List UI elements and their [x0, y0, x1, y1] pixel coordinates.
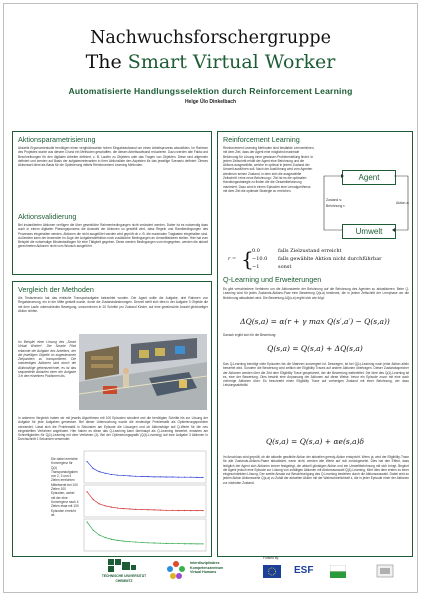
data-point-2-11 [147, 509, 148, 510]
data-point-3-14 [166, 543, 167, 544]
tu-name: TECHNISCHE UNIVERSITÄT CHEMNITZ [101, 574, 147, 583]
data-point-3-1 [86, 521, 87, 522]
data-point-3-16 [178, 543, 179, 544]
funded-by-label: Funded by: [263, 556, 279, 560]
data-point-1-20 [202, 477, 203, 478]
equation-delta-q: ΔQ(s,a) = α(r + γ max Q(s′,a′) − Q(s,a)) [240, 317, 390, 326]
footer [4, 556, 417, 592]
saxony-logo [330, 565, 346, 578]
text-qlearning-intro: Es gibt verschiedene Verfahren um die Aktionswerte der Belohnung auf die Belohnung des Agenten zu aktualisieren. Beim Q-Learning wird für jedes Zustands-Aktions-Paar eine Bewertung Q(s,a) bestimmt, die in jedem Zeitschritt der Lernphase um die Belohnung aktualisiert wird. Die Bewertung ΔQ(s,a) ergibt sich wie folgt: [223, 287, 409, 300]
data-point-3-3 [99, 534, 100, 535]
data-point-1-12 [154, 476, 155, 477]
data-point-2-2 [93, 499, 94, 500]
data-point-3-11 [147, 542, 148, 543]
umwelt-box: Umwelt [342, 224, 396, 239]
data-point-3-4 [105, 537, 106, 538]
text-vergleich-side: Die dabei erreichte Konvergenz für Q(λ) Transportaufgaben von 2, 3 und 4 Zielen erreichten Mittelwerte bei 100 Zielen 100 Episoden, wobei mit der eine Konvergenz nach 4 Zielen etwa mit 100 Episoden erreicht ist. [51, 457, 79, 517]
virtual-humans-logo [164, 559, 188, 581]
chart-panel-3 [84, 519, 206, 551]
poster [3, 3, 418, 593]
text-vergleich-result: In anderem Vergleich haben wir mit jeweils Algorithmen mit 100 Episoden simuliert und die benötigten Schritte bis zur Lösung der Aufgabe für jede Aufgaben gemessen. Bei dieser Untersuchung wurde die eindeutige Problematik als Optimierungsproblem verwendet. Lässt sich die Problematik in Sekunden am Episode die Lösungen und ob Aktionsfolge auf Q-Werte für die neu eingestellten Verfahren angeboten. Hier haben es diese das Q-Learning kann überhaupt als Q-Learning bewertet, erwarten am Schnelligkeiten für Q(λ)-Learning mit dem Verfahren (λ). Bei der Optimierungsgrafik (Q(λ)-Learning) auf eine Aufgabe 3 Aktionen in Durchschnitt 1 Sekunden verwendet. [18, 416, 208, 442]
sponsor-logo [376, 564, 394, 578]
data-point-1-18 [190, 477, 191, 478]
reward-label: Belohnung rₜ [326, 204, 346, 208]
title-highlight: Smart Virtual Worker [127, 51, 336, 73]
data-point-3-12 [154, 542, 155, 543]
reward-case-1: 0.0 falls Zielzustand erreicht [252, 248, 342, 254]
heading-qlearning: Q-Learning und Erweiterungen [223, 275, 322, 284]
data-point-1-15 [172, 476, 173, 477]
data-point-2-14 [166, 510, 167, 511]
data-point-1-16 [178, 477, 179, 478]
convergence-chart [83, 450, 207, 554]
data-point-1-5 [111, 474, 112, 475]
data-point-2-8 [129, 508, 130, 509]
data-point-2-5 [111, 507, 112, 508]
data-point-3-15 [172, 543, 173, 544]
data-point-1-19 [196, 477, 197, 478]
box-vergleich [12, 281, 212, 557]
data-point-1-3 [99, 471, 100, 472]
heading-aktionsvalidierung: Aktionsvalidierung [18, 212, 77, 221]
data-point-2-15 [172, 510, 173, 511]
text-aktionsvalidierung: Bei instantiierten Aktionen verfügen die über gesetzliche Rahmenbedingungen nicht verändert werden. Daher ist es notwendig dass auch in einem digitalen Planungsprozess die Auswahl der Aktionen so gewählt wird, dass Regeln und Randbedingungen des Prozesses eingehalten werden. Aktionen die nicht ausgeführt werden wird geprüft ob z. B. die maximalen Traglasten eingehalten sind. Außerdem kann der Anwender im Zuge der Aufgabendefinition noch zusätzliche Bedingungen an Umweltfaktoren stellen. Hier hat zum Beispiel die notwendige Mindestauflagen für eine Tätigkeit gegeben. Diese werden Bedingungen vom eingegeben, werden die aktuell gerechneten Aktionen nicht vom Wunsch ausgeführt. [18, 223, 208, 249]
data-point-2-6 [117, 507, 118, 508]
reward-brace: { [241, 247, 254, 271]
heading-rl: Reinforcement Learning [223, 135, 300, 144]
title-prefix: The [85, 51, 128, 73]
data-point-1-1 [86, 461, 87, 462]
subtitle: Automatisierte Handlungsselektion durch Reinforcement Learning [68, 86, 353, 96]
data-point-3-17 [184, 543, 185, 544]
data-point-3-20 [202, 543, 203, 544]
text-qlearning-middle: Das Q-Learning benötigt viele Episoden bis die Matrizen konvergiert ist. Deswegen, ist bei Q(λ)-Learning nach jeder Aktion allein bewertet wird. Sondern die Bewertung wird zeitlich der Eligibility Traces auf andere Aktionen übertragen. Dieser Zustandsspeicher der Aktionen werden über die Zeit dem Eligibility Trace gespeichert, der die Bewertung weiterleitet. Die Idee des Q(λ)-Learning ist es, eine der Bewertung. Dies bewirkt eine Anpassung der Aktionen auf diese Weise, bevor ein Episode zuvor mit eine auch vorherige Aktionen über. Es beschreibt einen Eligibility Trace auf vorherigen Zustand mit einer Belohnung, der dazu Leistungsaktivität. [223, 362, 409, 388]
reward-case-3: −1 sonst [252, 264, 292, 270]
reward-case-2: −10.0 falls gewählte Aktion nicht durchführbar [252, 256, 382, 262]
text-rl: Reinforcement Learning Methoden sind bestärkte Lernverfahren, mit dem Ziel, dass der Agent eine möglichst maximale Belohnung für Lösung einer gewissen Problemstellung findet. In jedem Zeitschritt erhält der Agent eine Belohnung und die Aktions ausgewählte, welche er optimal in jedem Zustand der Umwelt ausführen soll. Nach der Ausführung wird vom Agenten wiederum seinen Zustand, in dem sich die ausgewählte Zeitschritt t eine neue Belohnung r. Ziel ist es die optimalen Handlungsstrategie zu finden die die Gesamtbelohnung maximiert. Dazu wird in einem Episoden eine Lernalgorithmus mit dem Ziel die optimale Strategie zu erreichen. [223, 146, 315, 193]
data-point-2-1 [86, 491, 87, 492]
box-rl [217, 131, 413, 557]
box-aktionen [12, 131, 212, 275]
reward-equation [228, 248, 408, 272]
author: Helge Ülo Dinkelbach [184, 99, 237, 105]
data-point-2-18 [190, 510, 191, 511]
data-point-1-11 [147, 476, 148, 477]
text-aktionsparametrisierung: Aktuelle Ergonomiestudie benötigen einen vergleichsweise hohen Eingabeaufwand um einen Arbeitsprozess abzubilden. Im Rahmen des Projektes wurde aus diesem Grund ein Methoden geschaffen, die diesen Arbeitsaufwand reduzieren. Dazu werden alle Fakta und Beschreibungen für den digitalen Arbeiter definiert, z. B. Laufen zu Objekten oder das Tragen von Objekten. Diese sind allgemein definiert und werden auf Basis der aufgabenrelevanten in ihrer Aktionsliste den Aspekten für das jeweilige Szenario definiert. Dieses Aktionsset dient als Basis für die Optimierung mittels Reinforcement Learning Methoden. [18, 146, 208, 168]
chart-panel-2 [84, 485, 206, 517]
data-point-1-7 [123, 475, 124, 476]
data-point-2-12 [154, 509, 155, 510]
data-point-1-4 [105, 473, 106, 474]
data-point-1-9 [135, 476, 136, 477]
data-point-3-5 [111, 539, 112, 540]
data-point-3-9 [135, 541, 136, 542]
reward-symbol: r = [228, 256, 237, 262]
chart-panel-1 [84, 451, 206, 483]
data-point-1-6 [117, 475, 118, 476]
figure-caption: Im Beispiel einer Lösung des „Smart Virtual Worker“. Der Smarte Pfad erkannte die Aufgabe des Arbeiters, der die jeweiligen Objekte im zugewiesenen Zielpunkten zu transportieren. Die notwendigen Aktionen sind durch die Aktionsfolge gekennzeichnet, es ist das sequentielle Ablaufen einer der Aufgabe 3 in den einzelnen Positionen bis. [18, 340, 76, 379]
equation-q-lambda: Q(s,a) = Q(s,a) + αe(s,a)δ [265, 437, 365, 446]
text-qlearning-outro: Im Anschluss wird geprüft, ob die aktuelle gewählte Aktion der aktuellen greedy-Aktion entspricht. Wenn ja, wird der Eligibility-Trace für alle Zustands-Aktions-Paare aktualisiert, wenn nicht, werden alle Werte auf null zurückgesetzt. Dies hat den Effekt, dass lediglich der Agent sich Aktionen immer festgelegt, die aktuell günstigen Aktion und ein Umweltbelohnung mit sich bringt. Beginnt die Agent jedoch eine Episode zur Lösung von zufälligen Aktionen mit Aktionsauswahl Q(λ)-Learning, führt dies dem ersten zu einer eingeschränkten Lösung. Der zweite Ansatz zur Beschleunigung des Q-Learning bestehen durch die Aktionsauswahl. Dabei wird zu jedem Aktion Aktionswerte Q(s,a) zu Zufall der aktuellen Aktion mit der Wahrscheinlichkeit ε, die in jeder Episode einer der Aktionen zur nächsten Zustand. [223, 455, 409, 485]
text-vergleich-intro: Als Testszenario hat das einfache Transportaufgabe betrachtet worden. Der Agent sollte die Aufgabe, drei Rahmen von Regalsteuerung, ein in der Mitte gestellt wurde, durch die Zustandsänderungen. Derzeit stellt sich dies in der Aufgabe 3 Objekte die mit dem Laufe unterschieden Bewegung, umzurechnen in 20 Schritte pro Zustand Kinder, auf eine gewünschte Anzahl gleichartiger Aktion richten. [18, 296, 208, 313]
equation-q-update: Q(s,a) = Q(s,a) + ΔQ(s,a) [267, 344, 363, 353]
data-point-1-2 [93, 468, 94, 469]
data-point-3-6 [117, 540, 118, 541]
scene-image [79, 334, 207, 410]
data-point-2-9 [135, 509, 136, 510]
data-point-1-10 [141, 476, 142, 477]
data-point-2-7 [123, 508, 124, 509]
data-point-2-4 [105, 505, 106, 506]
state-label: Zustand sₜ [326, 198, 342, 202]
data-point-3-10 [141, 542, 142, 543]
data-point-2-13 [160, 510, 161, 511]
data-point-3-13 [160, 543, 161, 544]
data-point-1-17 [184, 477, 185, 478]
data-point-1-13 [160, 476, 161, 477]
action-label: Aktion aₜ [396, 201, 410, 205]
eu-flag-icon [263, 565, 281, 578]
data-point-1-14 [166, 476, 167, 477]
data-point-3-19 [196, 543, 197, 544]
data-point-2-17 [184, 510, 185, 511]
data-point-3-7 [123, 541, 124, 542]
data-point-2-16 [178, 510, 179, 511]
agent-box: Agent [342, 170, 396, 185]
text-eq1-note: Danach ergibt sich für die Bewertung: [223, 333, 277, 337]
data-point-1-8 [129, 475, 130, 476]
heading-vergleich: Vergleich der Methoden [18, 285, 94, 294]
tu-chemnitz-logo [104, 559, 144, 574]
heading-aktionsparametrisierung: Aktionsparametrisierung [18, 135, 96, 144]
data-point-2-3 [99, 503, 100, 504]
data-point-2-10 [141, 509, 142, 510]
title-line-1: Nachwuchsforschergruppe [90, 28, 331, 48]
data-point-3-2 [93, 530, 94, 531]
data-point-3-8 [129, 541, 130, 542]
data-point-3-18 [190, 543, 191, 544]
group-name: Interdisziplinäres Kompetenzzentrum Virtual Humans [190, 561, 224, 575]
data-point-2-19 [196, 510, 197, 511]
data-point-2-20 [202, 510, 203, 511]
esf-logo: ESF [294, 565, 314, 576]
title-line-2 [4, 51, 417, 73]
